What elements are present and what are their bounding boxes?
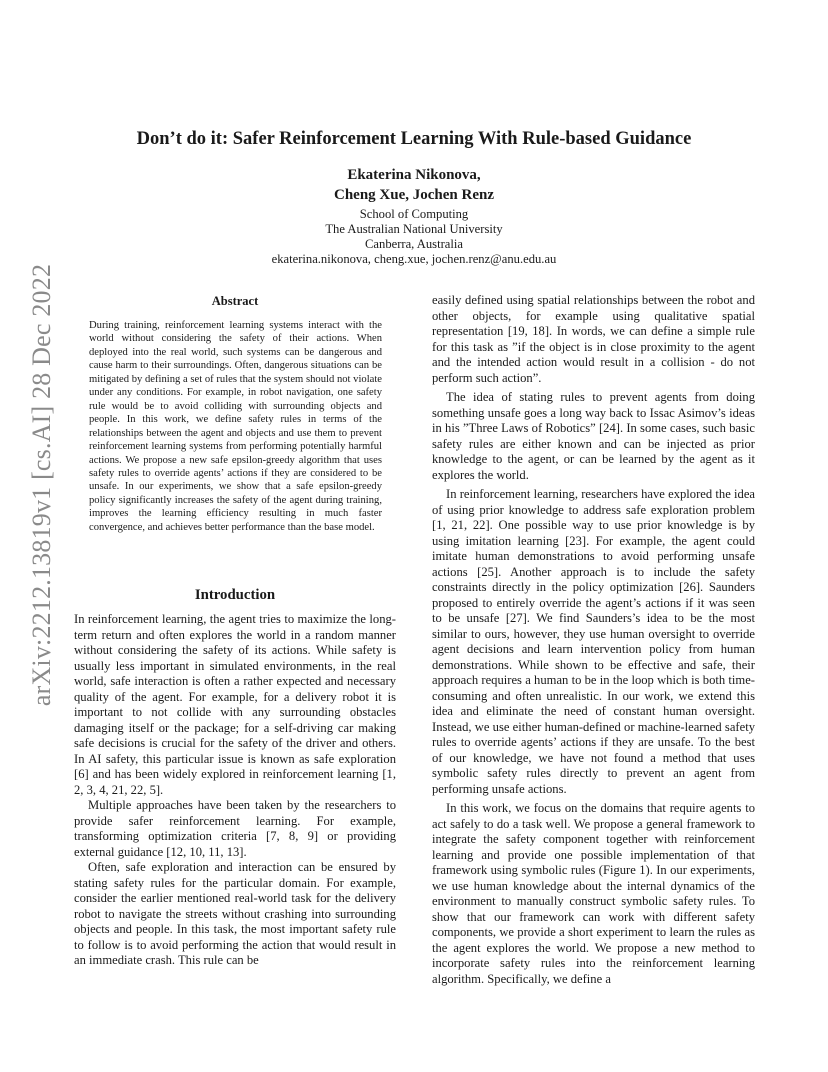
affiliation: [60, 207, 768, 267]
introduction-heading: Introduction: [194, 587, 276, 603]
body-paragraph: In reinforcement learning, researchers have explored the idea of using prior knowledge to address safe exploration problem [1, 21, 22]. One possible way to use prior knowledge is by using imitation learning [23]. For example, the agent could imitate human demonstrations to avoid performing unsafe actions [25]. Another approach is to include the safety constraints directly in the policy optimization [26]. Saunders proposed to entirely override the agent’s actions if it was seen to be unsafe [27]. We find Saunders’s idea to be the most similar to ours, however, they use human oversight to override agent decisions and learn intervention policy from human demonstrations. While shown to be effective and safe, their approach requires a human to be in the loop which is both time-consuming and often unrealistic. In our work, we extend this idea and eliminate the need of constant human oversight. Instead, we use either human-defined or machine-learned safety rules to override agents’ actions if they are unsafe. To the best of our knowledge, we have not found a method that uses symbolic safety rules directly to prevent an agent from performing unsafe actions.: [432, 487, 755, 796]
abstract-heading: Abstract: [211, 294, 259, 308]
body-paragraph: easily defined using spatial relationships between the robot and other objects, for example using qualitative spatial representation [19, 18]. In words, we can define a simple rule for this task as ”if the object is in close proximity to the agent and the intended action would result in a collision - do not perform such action”.: [432, 293, 755, 385]
intro-paragraph: Multiple approaches have been taken by the researchers to provide safer reinforcement learning. For example, transforming optimization criteria [7, 8, 9] or providing external guidance [12, 10, 11, 13].: [74, 798, 396, 859]
body-paragraph: The idea of stating rules to prevent agents from doing something unsafe goes a long way back to Issac Asimov’s ideas in his ”Three Laws of Robotics” [24]. In some cases, such basic safety rules are either known and can be injected as prior knowledge to the agent, or can be learned by the agent as it explores the world.: [432, 390, 755, 482]
author-line-2: Cheng Xue, Jochen Renz: [334, 187, 494, 203]
affiliation-dept: School of Computing: [359, 207, 469, 221]
authors: [60, 165, 768, 205]
affiliation-university: The Australian National University: [325, 222, 503, 236]
affiliation-emails: ekaterina.nikonova, cheng.xue, jochen.renz@anu.edu.au: [271, 252, 557, 266]
right-column-body: [432, 293, 755, 987]
body-paragraph: In this work, we focus on the domains that require agents to act safely to do a task well. We propose a general framework to integrate the safety component together with reinforcement learning and provide one possible implementation of that framework using symbolic rules (Figure 1). In our experiments, we use human knowledge about the internal dynamics of the environment to manually construct symbolic safety rules. To show that our framework can work with different safety components, we provide a short experiment to learn the rules as the agent explores the world. We propose a new method to incorporate safety rules into the reinforcement learning algorithm. Specifically, we define a: [432, 801, 755, 986]
intro-paragraph: In reinforcement learning, the agent tries to maximize the long-term return and often explores the world in a random manner without considering the safety of its actions. While safety is usually less important in simulated environments, in the real world, safe interaction is often a rather expected and necessary quality of the agent. For example, for a delivery robot it is important to not collide with any surrounding obstacles damaging itself or the package; for a self-driving car making safe decisions is crucial for the safety of the driver and others. In AI safety, this particular issue is known as safe exploration [6] and has been widely explored in reinforcement learning [1, 2, 3, 4, 21, 22, 5].: [74, 612, 396, 797]
introduction-body: [74, 612, 396, 969]
affiliation-location: Canberra, Australia: [365, 237, 463, 251]
author-line-1: Ekaterina Nikonova,: [347, 167, 481, 183]
abstract-text: During training, reinforcement learning systems interact with the world without considering the safety of their actions. When deployed into the real world, such systems can be dangerous and cause harm to their surroundings. Often, dangerous situations can be mitigated by defining a set of rules that the system should not violate under any conditions. For example, in robot navigation, one safety rule would be to avoid colliding with surrounding objects and people. In this work, we define safety rules in terms of the relationships between the agent and objects and use them to prevent reinforcement learning systems from performing potentially harmful actions. We propose a new safe epsilon-greedy algorithm that uses safety rules to override agents’ actions if they are considered to be unsafe. In our experiments, we show that a safe epsilon-greedy policy significantly increases the safety of the agent during training, improves the learning efficiency resulting in much faster convergence, and achieves better performance than the base model.: [89, 320, 382, 533]
intro-paragraph: Often, safe exploration and interaction can be ensured by stating safety rules for the particular domain. For example, consider the earlier mentioned real-world task for the delivery robot to navigate the streets without crashing into surrounding objects and people. In this task, the most important safety rule to follow is to avoid performing the action that would result in an immediate crash. This rule can be: [74, 860, 396, 967]
arxiv-stamp: [22, 263, 62, 707]
paper-title: Don’t do it: Safer Reinforcement Learning With Rule-based Guidance: [136, 129, 692, 149]
arxiv-id-text: arXiv:2212.13819v1 [cs.AI] 28 Dec 2022: [27, 263, 57, 707]
